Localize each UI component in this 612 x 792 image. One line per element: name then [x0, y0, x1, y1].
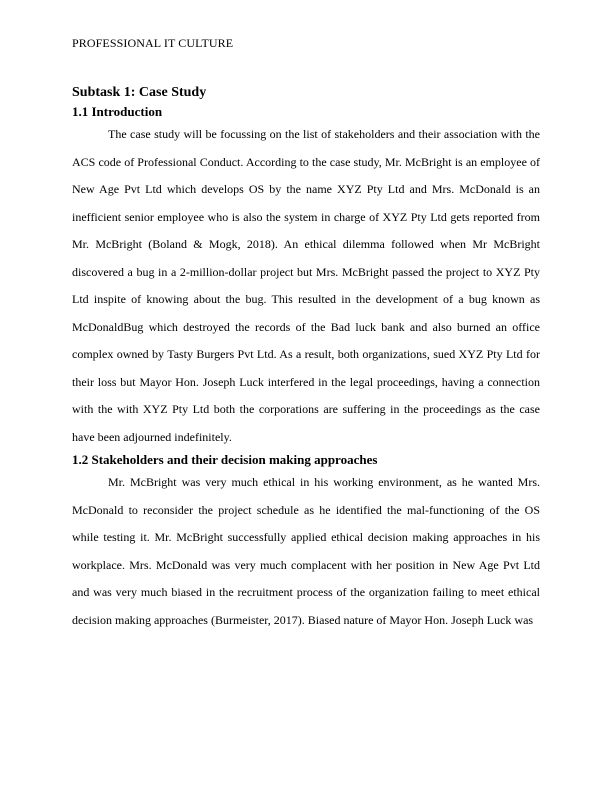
section-title: Subtask 1: Case Study — [72, 85, 207, 100]
introduction-heading: 1.1 Introduction — [72, 104, 163, 119]
running-header: PROFESSIONAL IT CULTURE — [72, 36, 234, 50]
introduction-paragraph: The case study will be focussing on the list of stakeholders and their association with the ACS code of Professional Conduct. According to the case study, Mr. McBright is an employee of New Age Pvt Ltd which develops OS by the name XYZ Pty Ltd and Mrs. McDonald is an inefficient senior employee who is also the system in charge of XYZ Pty Ltd gets reported from Mr. McBright (Boland & Mogk, 2018). An ethical dilemma followed when Mr McBright discovered a bug in a 2-million-dollar project but Mrs. McBright passed the project to XYZ Pty Ltd inspite of knowing about the bug. This resulted in the development of a bug known as McDonaldBug which destroyed the records of the Bad luck bank and also burned an office complex owned by Tasty Burgers Pvt Ltd. As a result, both organizations, sued XYZ Pty Ltd for their loss but Mayor Hon. Joseph Luck interfered in the legal proceedings, having a connection with the with XYZ Pty Ltd both the corporations are suffering in the proceedings as the case have been adjourned indefinitely. — [72, 127, 540, 444]
stakeholders-paragraph: Mr. McBright was very much ethical in his working environment, as he wanted Mrs. McDonald to reconsider the project schedule as he identified the mal-functioning of the OS while testing it. Mr. McBright successfully applied ethical decision making approaches in his workplace. Mrs. McDonald was very much complacent with her position in New Age Pvt Ltd and was very much biased in the recruitment process of the organization failing to meet ethical decision making approaches (Burmeister, 2017). Biased nature of Mayor Hon. Joseph Luck was — [72, 475, 540, 627]
document-body — [72, 83, 540, 634]
stakeholders-heading: 1.2 Stakeholders and their decision making approaches — [72, 452, 378, 467]
